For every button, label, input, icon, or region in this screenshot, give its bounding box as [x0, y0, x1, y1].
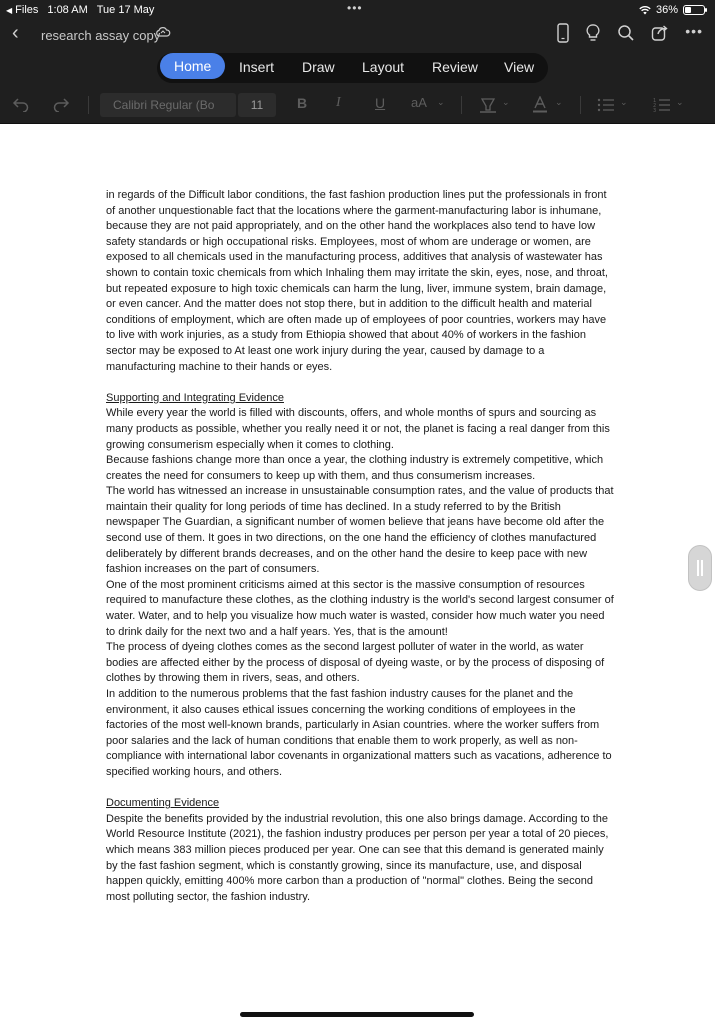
document-title[interactable]: research assay copy	[41, 28, 161, 43]
tab-draw[interactable]: Draw	[302, 59, 335, 75]
redo-icon[interactable]	[52, 96, 70, 112]
body-paragraph[interactable]: Because fashions change more than once a year, the clothing industry is extremely competitive, which creates the need for consumers to keep up with them, and thus consumerism increases.	[106, 454, 604, 482]
home-indicator[interactable]	[240, 1012, 474, 1017]
battery-level	[685, 7, 691, 13]
body-paragraph[interactable]: In addition to the numerous problems that the fast fashion industry causes for the planet and the environment, it also causes ethical issues concerning the working conditions of employees in the factories of the most well-known brands, particularly in Asian countries. where the worker suffers from poor salaries and the lack of human conditions that enable them to work properly, as well as non-compliance with international labor covenants in organizational matters such as vacations, adherence to specified working hours, and others.	[106, 688, 612, 778]
multitasking-dots-icon[interactable]: •••	[347, 1, 363, 15]
section-heading[interactable]: Supporting and Integrating Evidence	[106, 391, 284, 404]
svg-text:1: 1	[653, 98, 657, 104]
wifi-icon	[639, 5, 651, 15]
title-bar	[0, 20, 715, 50]
body-paragraph[interactable]: While every year the world is filled with discounts, offers, and whole months of spurs and sourcing as many products as possible, whether you really need it or not, the planet is facing a real danger from this growing consumerism especially when it comes to clothing.	[106, 407, 610, 451]
body-paragraph[interactable]: The process of dyeing clothes comes as the second largest polluter of water in the world, as water bodies are affected either by the process of disposal of dyeing waste, or by the process of disposing of clothes by throwing them in rivers, seas, and others.	[106, 641, 605, 685]
italic-button[interactable]: I	[336, 95, 341, 110]
ribbon-divider	[88, 96, 89, 114]
font-name-dropdown[interactable]: Calibri Regular (Bo	[100, 93, 236, 117]
share-icon[interactable]	[651, 24, 669, 42]
highlighter-icon[interactable]	[479, 97, 497, 113]
cloud-sync-icon[interactable]	[155, 25, 171, 39]
back-triangle-icon[interactable]: ◀	[6, 5, 13, 15]
tab-layout[interactable]: Layout	[362, 59, 405, 75]
bulleted-list-icon[interactable]	[597, 97, 615, 113]
back-app-label[interactable]: Files	[15, 4, 39, 16]
ribbon-tab-bar	[0, 50, 715, 86]
battery-percent: 36%	[655, 4, 678, 16]
text-size-button[interactable]: aA	[411, 95, 427, 110]
body-paragraph[interactable]: in regards of the Difficult labor conditions, the fast fashion production lines put the professionals in front of another unquestionable fact that the locations where the garment-manufacturing labor is inhumane, because they are not paid appropriately, and on the other hand the workplaces also tend to have low safety standards or high occupational risks. Employees, most of whom are underage or women, are exposed to all chemicals used in the manufacturing process, additives that analysis of wastewater has shown to contain toxic chemicals from which Inhaling them may irritate the skin, eyes, nose, and throat, but repeated exposure to high toxic chemicals can harm the lung, liver, immune system, brain damage, or even cancer. And the matter does not stop there, but in addition to the difficult health and material conditions of employment, which are often made up of employees of poor countries, workers may have to live with work injuries, as a study from Ethiopia showed that about 40% of workers in the fashion sector may be exposed to At least one work injury during the year, caused by damage to a manufacturing machine to their hands or eyes.	[106, 189, 608, 373]
search-icon[interactable]	[617, 24, 635, 42]
chevron-down-icon[interactable]: ⌄	[437, 97, 445, 107]
numbered-list-icon[interactable]	[653, 97, 671, 113]
ribbon-divider	[461, 96, 462, 114]
tab-insert[interactable]: Insert	[239, 59, 275, 75]
tab-view[interactable]: View	[504, 59, 535, 75]
chevron-down-icon[interactable]: ⌄	[555, 97, 563, 107]
status-date: Tue 17 May	[96, 4, 155, 16]
body-paragraph[interactable]: The world has witnessed an increase in unsustainable consumption rates, and the value of products that maintain their quality for long periods of time has declined. In a study referred to by the British newspaper The Guardian, a significant number of women believe that jeans have become old after the second use of them. It goes in two directions, on the one hand the efficiency of clothes manufactured deliberately by different brands decreases, and on the other hand the desire to keep pace with new fashion increases on the part of consumers.	[106, 485, 614, 576]
phone-view-icon[interactable]	[557, 23, 569, 43]
font-color-icon[interactable]	[532, 96, 548, 113]
lightbulb-icon[interactable]	[585, 23, 601, 43]
body-paragraph[interactable]: One of the most prominent criticisms aimed at this sector is the massive consumption of resources required to manufacture these clothes, as the clothing industry is the world's second largest consumer of water. Water, and to help you visualize how much water is wasted, consider how much water you need to drink daily for the next two and a half years. Yes, that is the amount!	[106, 578, 614, 638]
svg-text:2: 2	[653, 103, 657, 109]
section-heading[interactable]: Documenting Evidence	[106, 797, 220, 810]
chevron-down-icon[interactable]: ⌄	[502, 97, 510, 107]
battery-icon	[683, 5, 705, 15]
tab-review[interactable]: Review	[432, 59, 478, 75]
paragraph-spacer	[106, 781, 616, 797]
ribbon-divider	[580, 96, 581, 114]
svg-text:3: 3	[653, 108, 657, 113]
undo-icon[interactable]	[12, 96, 30, 112]
more-options-icon[interactable]: •••	[685, 23, 703, 39]
scroll-handle[interactable]	[688, 545, 712, 591]
status-time: 1:08 AM	[47, 4, 88, 16]
body-paragraph[interactable]: Despite the benefits provided by the industrial revolution, this one also brings damage. According to the World Resource Institute (2021), the fashion industry produces per person per year a total of 20 pieces, which means 383 million pieces produced per year. One can see that this demand is generated mainly by the fast fashion segment, which is constantly growing, since its manufacture, use, and disposal happen quickly, emitting 400% more carbon than a production of "normal" clothes. Being the second most polluting sector, the fashion industry.	[106, 812, 609, 903]
bold-button[interactable]: B	[297, 95, 308, 111]
underline-button[interactable]: U	[375, 95, 386, 111]
tab-home[interactable]: Home	[160, 53, 225, 79]
document-body[interactable]	[106, 188, 616, 905]
font-size-dropdown[interactable]: 11	[238, 93, 276, 117]
home-ribbon	[0, 86, 715, 124]
paragraph-spacer	[106, 375, 616, 391]
document-page[interactable]	[0, 125, 715, 1024]
back-chevron-icon[interactable]: ‹	[12, 22, 19, 44]
chevron-down-icon[interactable]: ⌄	[620, 97, 628, 107]
status-bar	[0, 0, 715, 20]
chevron-down-icon[interactable]: ⌄	[676, 97, 684, 107]
